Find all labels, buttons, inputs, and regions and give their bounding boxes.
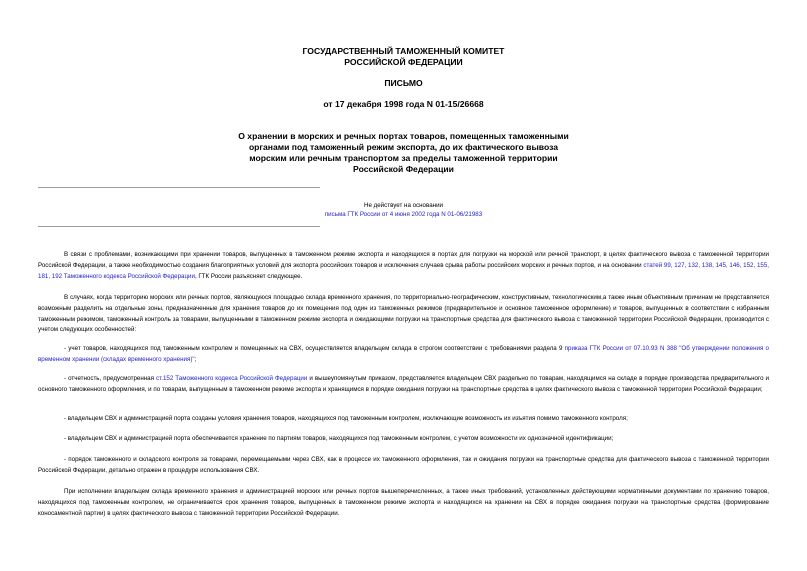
doc-type: ПИСЬМО: [384, 78, 423, 88]
doc-title-line1: О хранении в морских и речных портах товаров, помещенных таможенными: [238, 131, 569, 141]
org-name-line2: РОССИЙСКОЙ ФЕДЕРАЦИИ: [344, 57, 463, 67]
status-link[interactable]: письма ГТК России от 4 июня 2002 года N 01-06/21983: [324, 211, 483, 218]
doc-title-line2: органами под таможенный режим экспорта, до их фактического вывоза: [248, 142, 559, 152]
paragraph-8: При исполнении владельцем склада временного хранения и администрацией морских или речных портов вышеперечисленных, а также иных требований, установленных действующими нормативными документами по хранению товаров, находящихся под таможенным контролем, не ограничивается срок хранения товаров, выпущенных в таможенном режиме экспорта и находящихся на хранении на СВХ в порядке ожидания погрузки на транспортные средства (формирование коносаментной партии) в целях фактического вывоза с таможенной территории Российской Федерации.: [38, 488, 769, 517]
paragraph-5: - владельцем СВХ и администрацией порта созданы условия хранения товаров, находящихся под таможенным контролем, исключающие возможность их изъятия помимо таможенного контроля;: [64, 415, 628, 422]
paragraph-3: [38, 344, 769, 366]
paragraph-1: [38, 250, 769, 282]
status-note: Не действует на основании: [364, 202, 443, 209]
paragraph-4: [38, 374, 769, 396]
doc-date: от 17 декабря 1998 года N 01-15/26668: [323, 99, 484, 109]
divider-top: [38, 187, 320, 188]
status-note-line2: [0, 210, 807, 219]
order-388-link[interactable]: приказа ГТК России от 07.10.93 N 388 "Об утверждении положения о временном хранении (складах временного хранения)": [38, 345, 769, 363]
divider-bottom: [38, 226, 320, 227]
paragraph-1-tail: , ГТК России разъясняет следующее.: [194, 272, 303, 280]
paragraph-6: - владельцем СВХ и администрацией порта обеспечивается хранение по партиям товаров, находящихся под таможенным контролем, с учетом возможности их однозначной идентификации;: [64, 435, 614, 442]
paragraph-4-text: - отчетность, предусмотренная: [64, 375, 156, 382]
paragraph-2: В случаях, когда территорию морских или речных портов, являющуюся площадью склада временного хранения, по территориально-географическим, конструктивным, технологическим,а также иным объективным причинам не представляется возможным разделить на отдельные зоны, предназначенные для хранения товаров до их помещения под один из таможенных режимов (предварительное и основное таможенное оформление) и товаров, выпущенных в соответствии с избранным таможенным режимом, таможенный контроль за товарами, выпущенными в таможенном режиме экспорта и ожидающими погрузки на транспортные средства для фактического вывоза с таможенной территории Российской Федерации, производится с учетом следующих особенностей:: [38, 294, 769, 334]
paragraph-7: - порядок таможенного и складского контроля за товарами, перемещаемыми через СВХ, как в процессе их таможенного оформления, так и ожидания погрузки на транспортные средства для фактического вывоза с таможенной территории Российской Федерации, детально отражен в процедуре использования СВХ.: [38, 456, 769, 474]
paragraph-3-text: - учет товаров, находящихся под таможенным контролем и помещенных на СВХ, осуществляется владельцем склада в строгом соответствии с требованиями раздела 9: [64, 345, 565, 352]
paragraph-1-text: В связи с проблемами, возникающими при хранении товаров, выпущенных в таможенном режиме экспорта и находящихся в портах для погрузки на морской или речной транспорт, в целях фактического вывоза с таможенной территории Российской Федерации, а также необходимостью создания благоприятных условий для экспорта российских товаров и исключения случаев срыва работы российских морских и речных портов, и на основании: [38, 251, 769, 269]
doc-title-line4: Российской Федерации: [353, 164, 454, 174]
tk-article-152-link[interactable]: ст.152 Таможенного кодекса Российской Федерации: [156, 375, 308, 382]
tk-articles-link[interactable]: статей 99, 127, 132, 138, 145, 146, 152, 155, 181, 192 Таможенного кодекса Российской Федерации: [38, 261, 769, 280]
doc-title-line3: морским или речным транспортом за пределы таможенной территории: [249, 153, 558, 163]
paragraph-4-tail: и вышеупомянутым приказом, представляется владельцем СВХ раздельно по товарам, находящимся на складе в порядке производства предварительного и основного таможенного оформления, и по товарам, выпущенным в таможенном режиме экспорта и хранящимся в порядке ожидания погрузки на транспортные средства в целях фактического вывоза с таможенной территории Российской Федерации;: [38, 375, 769, 393]
paragraph-3-tail: ;: [194, 355, 197, 363]
org-name-line1: ГОСУДАРСТВЕННЫЙ ТАМОЖЕННЫЙ КОМИТЕТ: [302, 46, 505, 56]
